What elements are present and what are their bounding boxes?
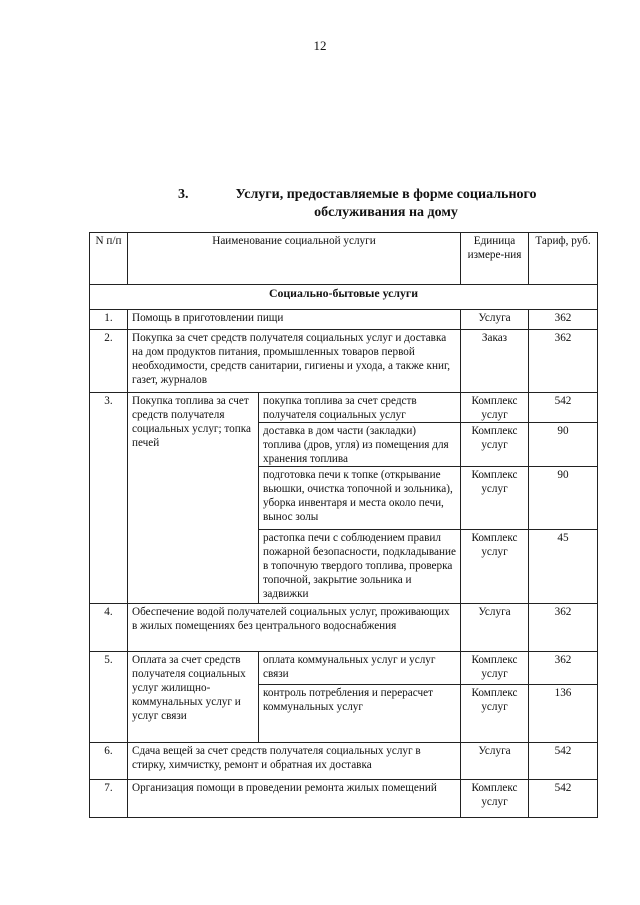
row-unit: Услуга bbox=[461, 604, 529, 652]
subservice-name: контроль потребления и перерасчет коммунальных услуг bbox=[259, 685, 461, 743]
subservice-unit: Комплекс услуг bbox=[461, 423, 529, 467]
subservice-tariff: 136 bbox=[529, 685, 598, 743]
category-title: Социально-бытовые услуги bbox=[90, 285, 598, 310]
services-table bbox=[89, 232, 598, 818]
subservice-name: оплата коммунальных услуг и услуг связи bbox=[259, 652, 461, 685]
table-row bbox=[90, 780, 598, 818]
subservice-name: подготовка печи к топке (открывание вьюшки, очистка топочной и зольника), уборка инвентаря и места около печи, вынос золы bbox=[259, 467, 461, 530]
row-tariff: 362 bbox=[529, 604, 598, 652]
row-tariff: 542 bbox=[529, 743, 598, 780]
row-num: 1. bbox=[90, 310, 128, 330]
row-num: 2. bbox=[90, 330, 128, 393]
page-number: 12 bbox=[313, 38, 327, 53]
row-unit: Услуга bbox=[461, 743, 529, 780]
table-row bbox=[90, 310, 598, 330]
subservice-tariff: 45 bbox=[529, 530, 598, 604]
table-row bbox=[90, 652, 598, 685]
row-num: 5. bbox=[90, 652, 128, 743]
subservice-name: доставка в дом части (закладки) топлива (дров, угля) из помещения для хранения топлива bbox=[259, 423, 461, 467]
row-tariff: 362 bbox=[529, 330, 598, 393]
row-num: 4. bbox=[90, 604, 128, 652]
subservice-tariff: 90 bbox=[529, 423, 598, 467]
subservice-unit: Комплекс услуг bbox=[461, 652, 529, 685]
row-service-name: Помощь в приготовлении пищи bbox=[128, 310, 461, 330]
header-tariff: Тариф, руб. bbox=[529, 233, 598, 285]
table-row bbox=[90, 330, 598, 393]
subservice-unit: Комплекс услуг bbox=[461, 393, 529, 423]
table-row bbox=[90, 604, 598, 652]
row-tariff: 542 bbox=[529, 780, 598, 818]
category-row bbox=[90, 285, 598, 310]
table-row bbox=[90, 743, 598, 780]
row-tariff: 362 bbox=[529, 310, 598, 330]
row-service-name: Обеспечение водой получателей социальных услуг, проживающих в жилых помещениях без центрального водоснабжения bbox=[128, 604, 461, 652]
subservice-tariff: 90 bbox=[529, 467, 598, 530]
row-num: 7. bbox=[90, 780, 128, 818]
row-service-name: Покупка за счет средств получателя социальных услуг и доставка на дом продуктов питания, промышленных товаров первой необходимости, средств санитарии, гигиены и ухода, а также книг, газет, журналов bbox=[128, 330, 461, 393]
table-row bbox=[90, 393, 598, 423]
row-num: 6. bbox=[90, 743, 128, 780]
table-header-row bbox=[90, 233, 598, 285]
subservice-tariff: 362 bbox=[529, 652, 598, 685]
header-unit: Единица измере-ния bbox=[461, 233, 529, 285]
subservice-unit: Комплекс услуг bbox=[461, 530, 529, 604]
row-num: 3. bbox=[90, 393, 128, 604]
subservice-unit: Комплекс услуг bbox=[461, 685, 529, 743]
row-unit: Комплекс услуг bbox=[461, 780, 529, 818]
subservice-tariff: 542 bbox=[529, 393, 598, 423]
row-service-name: Оплата за счет средств получателя социальных услуг жилищно-коммунальных услуг и услуг связи bbox=[128, 652, 259, 743]
row-unit: Заказ bbox=[461, 330, 529, 393]
subservice-name: растопка печи с соблюдением правил пожарной безопасности, подкладывание в топочную твердого топлива, проверка топочной, закрытие зольника и задвижки bbox=[259, 530, 461, 604]
row-service-name: Покупка топлива за счет средств получателя социальных услуг; топка печей bbox=[128, 393, 259, 604]
header-num: N п/п bbox=[90, 233, 128, 285]
row-unit: Услуга bbox=[461, 310, 529, 330]
section-title: Услуги, предоставляемые в форме социального обслуживания на дому bbox=[235, 187, 537, 220]
subservice-name: покупка топлива за счет средств получателя социальных услуг bbox=[259, 393, 461, 423]
row-service-name: Сдача вещей за счет средств получателя социальных услуг в стирку, химчистку, ремонт и обратная их доставка bbox=[128, 743, 461, 780]
subservice-unit: Комплекс услуг bbox=[461, 467, 529, 530]
section-number: 3. bbox=[178, 187, 189, 202]
header-service-name: Наименование социальной услуги bbox=[128, 233, 461, 285]
row-service-name: Организация помощи в проведении ремонта жилых помещений bbox=[128, 780, 461, 818]
